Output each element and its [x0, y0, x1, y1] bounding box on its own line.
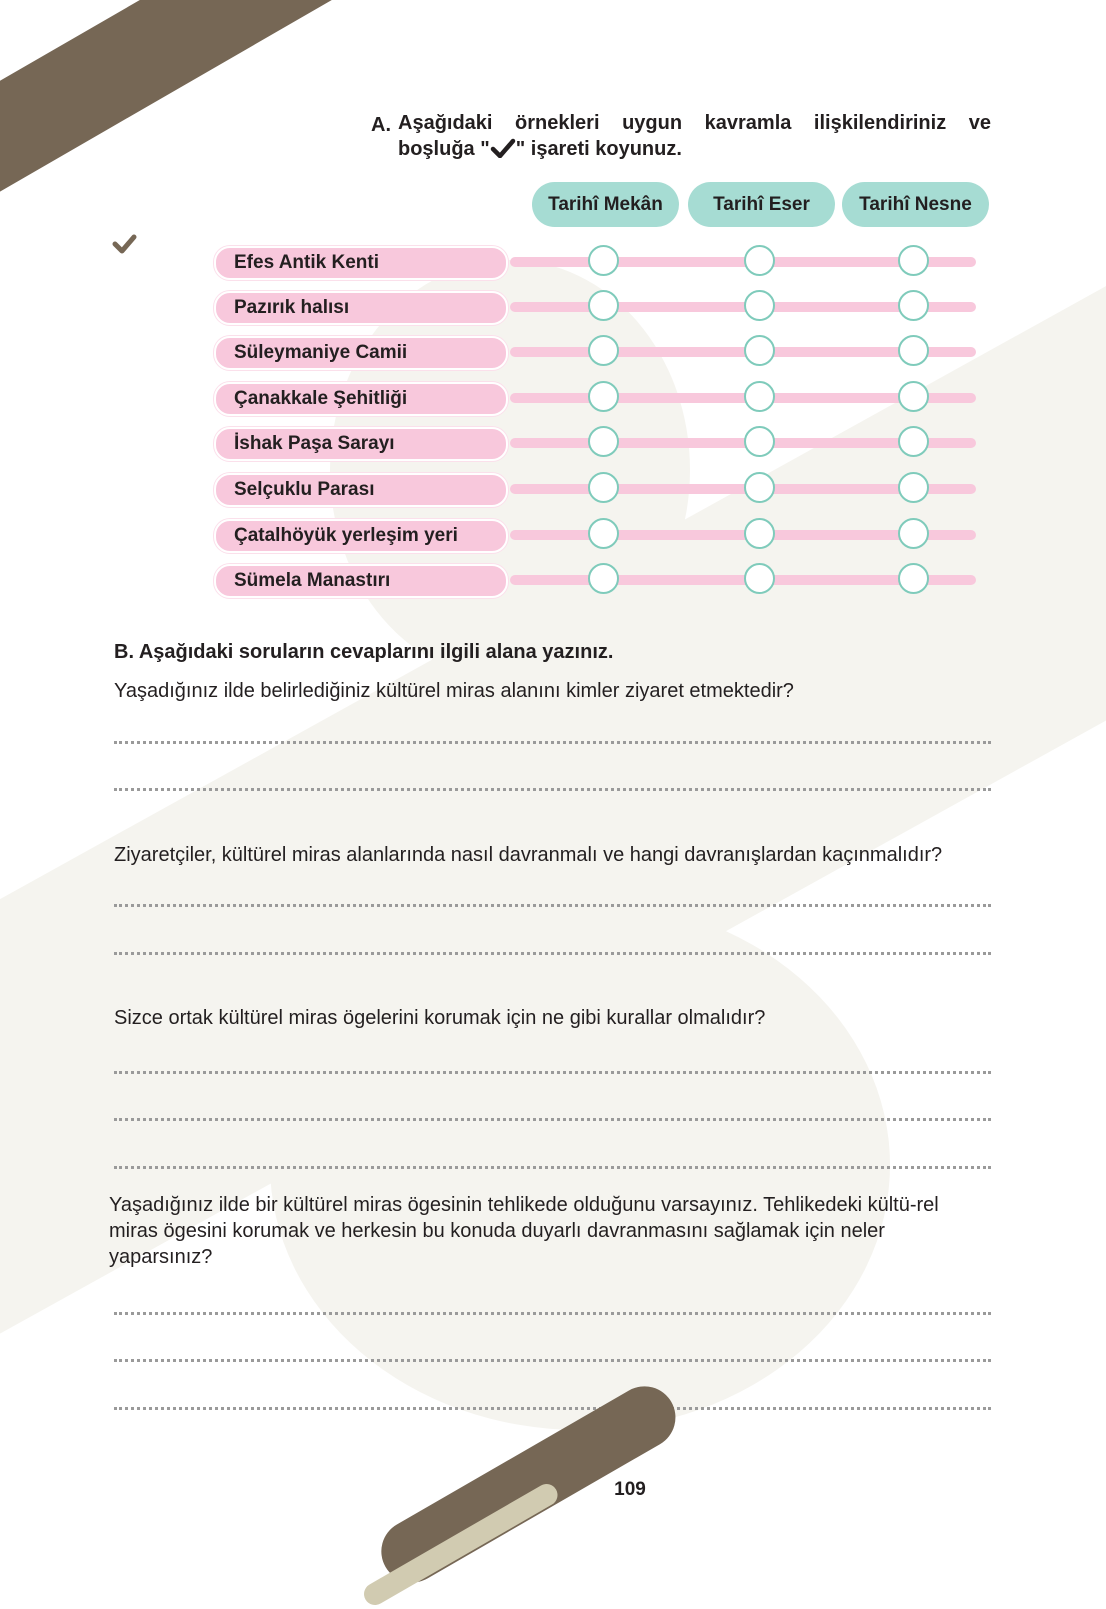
question-3: Sizce ortak kültürel miras ögelerini korumak için ne gibi kurallar olmalıdır? — [114, 1007, 766, 1029]
answer-circle-eser[interactable] — [744, 518, 775, 549]
answer-circle-nesne[interactable] — [898, 472, 929, 503]
question-1: Yaşadığınız ilde belirlediğiniz kültürel miras alanını kimler ziyaret etmektedir? — [114, 680, 794, 702]
matching-row — [214, 246, 984, 280]
matching-row — [214, 519, 984, 553]
answer-circle-mekan[interactable] — [588, 290, 619, 321]
answer-circle-mekan[interactable] — [588, 381, 619, 412]
answer-circle-mekan[interactable] — [588, 426, 619, 457]
answer-line[interactable] — [114, 1166, 991, 1169]
column-header-tarihi-eser: Tarihî Eser — [688, 182, 835, 227]
answer-circle-eser[interactable] — [744, 426, 775, 457]
answer-circle-eser[interactable] — [744, 245, 775, 276]
page-number: 109 — [610, 1470, 650, 1510]
answer-line[interactable] — [114, 1071, 991, 1074]
answer-circle-nesne[interactable] — [898, 563, 929, 594]
matching-row — [214, 382, 984, 416]
answer-circle-eser[interactable] — [744, 290, 775, 321]
instruction-after: " işareti koyunuz. — [515, 138, 682, 160]
row-label: Çanakkale Şehitliği — [214, 382, 508, 416]
row-label: Pazırık halısı — [214, 291, 508, 325]
answer-circle-mekan[interactable] — [588, 245, 619, 276]
answer-line[interactable] — [114, 788, 991, 791]
check-mark-icon — [490, 138, 516, 158]
answer-circle-nesne[interactable] — [898, 381, 929, 412]
answer-circle-nesne[interactable] — [898, 335, 929, 366]
checklist-icon — [82, 204, 146, 264]
answer-circle-mekan[interactable] — [588, 335, 619, 366]
row-label: İshak Paşa Sarayı — [214, 427, 508, 461]
answer-circle-eser[interactable] — [744, 335, 775, 366]
answer-circle-mekan[interactable] — [588, 563, 619, 594]
section-ribbon — [0, 0, 413, 233]
matching-row — [214, 564, 984, 598]
column-header-tarihi-mekan: Tarihî Mekân — [532, 182, 679, 227]
question-4: Yaşadığınız ilde bir kültürel miras ögesinin tehlikede olduğunu varsayınız. Tehlikedeki kültü-rel miras ögesini korumak ve herkesin bu konuda duyarlı davranmasını sağlamak için neler yaparsınız? — [109, 1194, 939, 1268]
question-a-instruction-line2 — [398, 136, 682, 162]
instruction-before: boşluğa " — [398, 138, 490, 160]
answer-line[interactable] — [114, 952, 991, 955]
answer-circle-nesne[interactable] — [898, 518, 929, 549]
column-header-tarihi-nesne: Tarihî Nesne — [842, 182, 989, 227]
question-2: Ziyaretçiler, kültürel miras alanlarında nasıl davranmalı ve hangi davranışlardan kaçınmalıdır? — [114, 844, 943, 866]
matching-row — [214, 291, 984, 325]
section-title: DEĞERLENDİRELİM — [150, 101, 340, 224]
row-label: Süleymaniye Camii — [214, 336, 508, 370]
answer-circle-nesne[interactable] — [898, 245, 929, 276]
answer-circle-mekan[interactable] — [588, 518, 619, 549]
answer-circle-mekan[interactable] — [588, 472, 619, 503]
answer-circle-eser[interactable] — [744, 563, 775, 594]
matching-row — [214, 473, 984, 507]
answer-line[interactable] — [114, 741, 991, 744]
row-label: Efes Antik Kenti — [214, 246, 508, 280]
question-a-instruction: Aşağıdaki örnekleri uygun kavramla ilişkilendiriniz ve — [398, 112, 991, 134]
answer-circle-eser[interactable] — [744, 472, 775, 503]
matching-row — [214, 336, 984, 370]
answer-circle-nesne[interactable] — [898, 290, 929, 321]
question-a-letter: A. — [371, 114, 391, 136]
question-b-title: B. Aşağıdaki soruların cevaplarını ilgili alana yazınız. — [114, 641, 614, 663]
row-label: Sümela Manastırı — [214, 564, 508, 598]
matching-row — [214, 427, 984, 461]
row-label: Selçuklu Parası — [214, 473, 508, 507]
answer-circle-eser[interactable] — [744, 381, 775, 412]
answer-line[interactable] — [114, 904, 991, 907]
answer-circle-nesne[interactable] — [898, 426, 929, 457]
answer-line[interactable] — [114, 1312, 991, 1315]
answer-line[interactable] — [114, 1407, 991, 1410]
row-label: Çatalhöyük yerleşim yeri — [214, 519, 508, 553]
answer-line[interactable] — [114, 1359, 991, 1362]
answer-line[interactable] — [114, 1118, 991, 1121]
